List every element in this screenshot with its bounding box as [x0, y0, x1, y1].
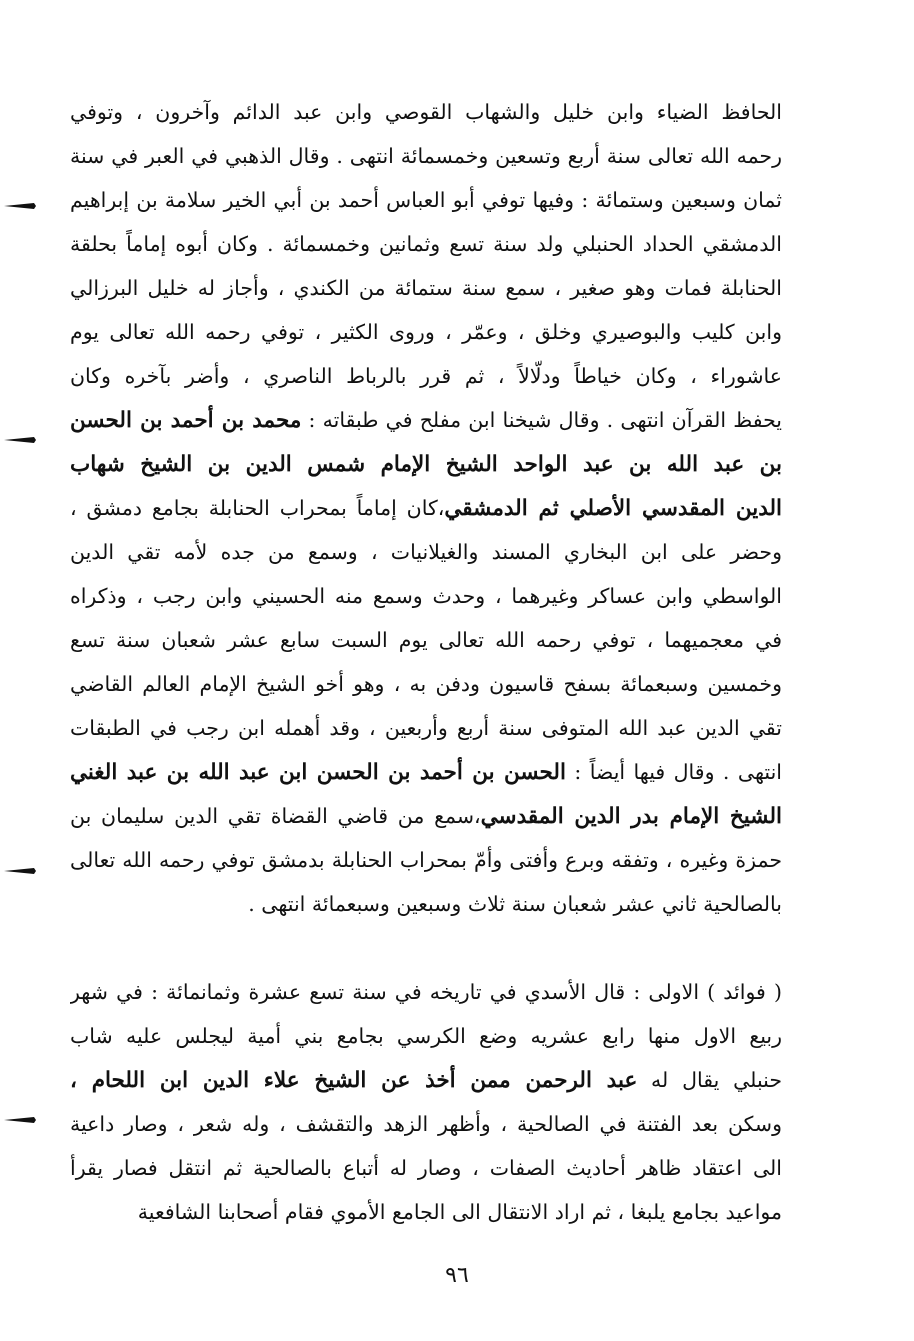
bold-name-run: الحسن بن أحمد بن الحسن ابن عبد الله بن عبد الغني: [70, 760, 566, 785]
bold-name-run: محمد بن أحمد بن الحسن: [70, 408, 302, 433]
text-run: في معجميهما ، توفي رحمه الله تعالى يوم السبت سابع عشر شعبان سنة تسع: [70, 628, 782, 652]
text-run: ( فوائد ) الاولى : قال الأسدي في تاريخه في سنة تسع عشرة وثمانمائة : في شهر: [70, 980, 782, 1004]
text-line: [70, 882, 782, 926]
margin-mark: [0, 432, 40, 448]
text-run: حنبلي يقال له: [637, 1068, 782, 1092]
text-line: [70, 530, 782, 574]
text-run: ربيع الاول منها رابع عشريه وضع الكرسي بجامع بني أمية ليجلس عليه شاب: [70, 1024, 782, 1048]
text-line: [70, 266, 782, 310]
text-run: رحمه الله تعالى سنة أربع وتسعين وخمسمائة انتهى . وقال الذهبي في العبر في سنة: [70, 144, 782, 168]
bold-name-run: الدين المقدسي الأصلي ثم الدمشقي: [444, 496, 782, 521]
text-line: [70, 1146, 782, 1190]
text-line: [70, 90, 782, 134]
margin-mark: [0, 198, 40, 214]
text-run: الواسطي وابن عساكر وغيرهما ، وحدث وسمع منه الحسيني وابن رجب ، وذكراه: [70, 584, 782, 608]
text-run: عاشوراء ، وكان خياطاً ودلّالاً ، ثم قرر بالرباط الناصري ، وأضر بآخره وكان: [70, 364, 782, 388]
text-run: يحفظ القرآن انتهى . وقال شيخنا ابن مفلح في طبقاته :: [301, 408, 782, 432]
text-line: [70, 486, 782, 530]
text-line: [70, 1102, 782, 1146]
text-line: [70, 310, 782, 354]
text-line: [70, 750, 782, 794]
paragraph-1: [70, 90, 782, 926]
text-line: [70, 662, 782, 706]
text-line: [70, 354, 782, 398]
text-line: [70, 706, 782, 750]
text-run: الحافظ الضياء وابن خليل والشهاب القوصي وابن عبد الدائم وآخرون ، وتوفي: [70, 100, 782, 124]
text-run: ،سمع من قاضي القضاة تقي الدين سليمان بن: [70, 804, 481, 828]
text-line: [70, 1014, 782, 1058]
bold-name-run: الشيخ الإمام بدر الدين المقدسي: [480, 804, 782, 829]
text-line: [70, 442, 782, 486]
text-run: حمزة وغيره ، وتفقه وبرع وأفتى وأمّ بمحراب الحنابلة بدمشق توفي رحمه الله تعالى: [70, 848, 782, 872]
text-line: [70, 222, 782, 266]
text-line: [70, 1058, 782, 1102]
text-run: وخمسين وسبعمائة بسفح قاسيون ودفن به ، وهو أخو الشيخ الإمام العالم القاضي: [70, 672, 782, 696]
text-run: انتهى . وقال فيها أيضاً :: [565, 760, 782, 784]
margin-mark: [0, 863, 40, 879]
bold-name-run: عبد الرحمن ممن أخذ عن الشيخ علاء الدين ابن اللحام ،: [70, 1068, 638, 1093]
text-run: الى اعتقاد ظاهر أحاديث الصفات ، وصار له أتباع بالصالحية ثم انتقل فصار يقرأ: [70, 1156, 782, 1180]
text-line: [70, 178, 782, 222]
text-run: وحضر على ابن البخاري المسند والغيلانيات ، وسمع من جده لأمه تقي الدين: [70, 540, 782, 564]
text-run: ،كان إماماً بمحراب الحنابلة بجامع دمشق ،: [70, 496, 445, 520]
text-line: [70, 970, 782, 1014]
text-run: وسكن بعد الفتنة في الصالحية ، وأظهر الزهد والتقشف ، وله شعر ، وصار داعية: [70, 1112, 782, 1136]
text-run: وابن كليب والبوصيري وخلق ، وعمّر ، وروى الكثير ، توفي رحمه الله تعالى يوم: [70, 320, 782, 344]
text-line: [70, 574, 782, 618]
text-run: مواعيد بجامع يلبغا ، ثم اراد الانتقال الى الجامع الأموي فقام أصحابنا الشافعية: [137, 1200, 782, 1224]
text-run: الحنابلة فمات وهو صغير ، سمع سنة ستمائة من الكندي ، وأجاز له خليل البرزالي: [70, 276, 782, 300]
margin-mark: [0, 1112, 40, 1128]
text-run: ثمان وسبعين وستمائة : وفيها توفي أبو العباس أحمد بن أبي الخير سلامة بن إبراهيم: [70, 188, 782, 212]
bold-name-run: بن عبد الله بن عبد الواحد الشيخ الإمام شمس الدين بن الشيخ شهاب: [70, 452, 782, 477]
text-line: [70, 398, 782, 442]
text-line: [70, 838, 782, 882]
text-line: [70, 1190, 782, 1234]
page-number: ٩٦: [445, 1263, 469, 1288]
text-line: [70, 794, 782, 838]
paragraph-2: [70, 970, 782, 1234]
text-line: [70, 618, 782, 662]
text-line: [70, 134, 782, 178]
text-run: بالصالحية ثاني عشر شعبان سنة ثلاث وسبعين وسبعمائة انتهى .: [248, 892, 782, 916]
text-run: الدمشقي الحداد الحنبلي ولد سنة تسع وثمانين وخمسمائة . وكان أبوه إماماً بحلقة: [70, 232, 782, 256]
text-run: تقي الدين عبد الله المتوفى سنة أربع وأربعين ، وقد أهمله ابن رجب في الطبقات: [70, 716, 782, 740]
